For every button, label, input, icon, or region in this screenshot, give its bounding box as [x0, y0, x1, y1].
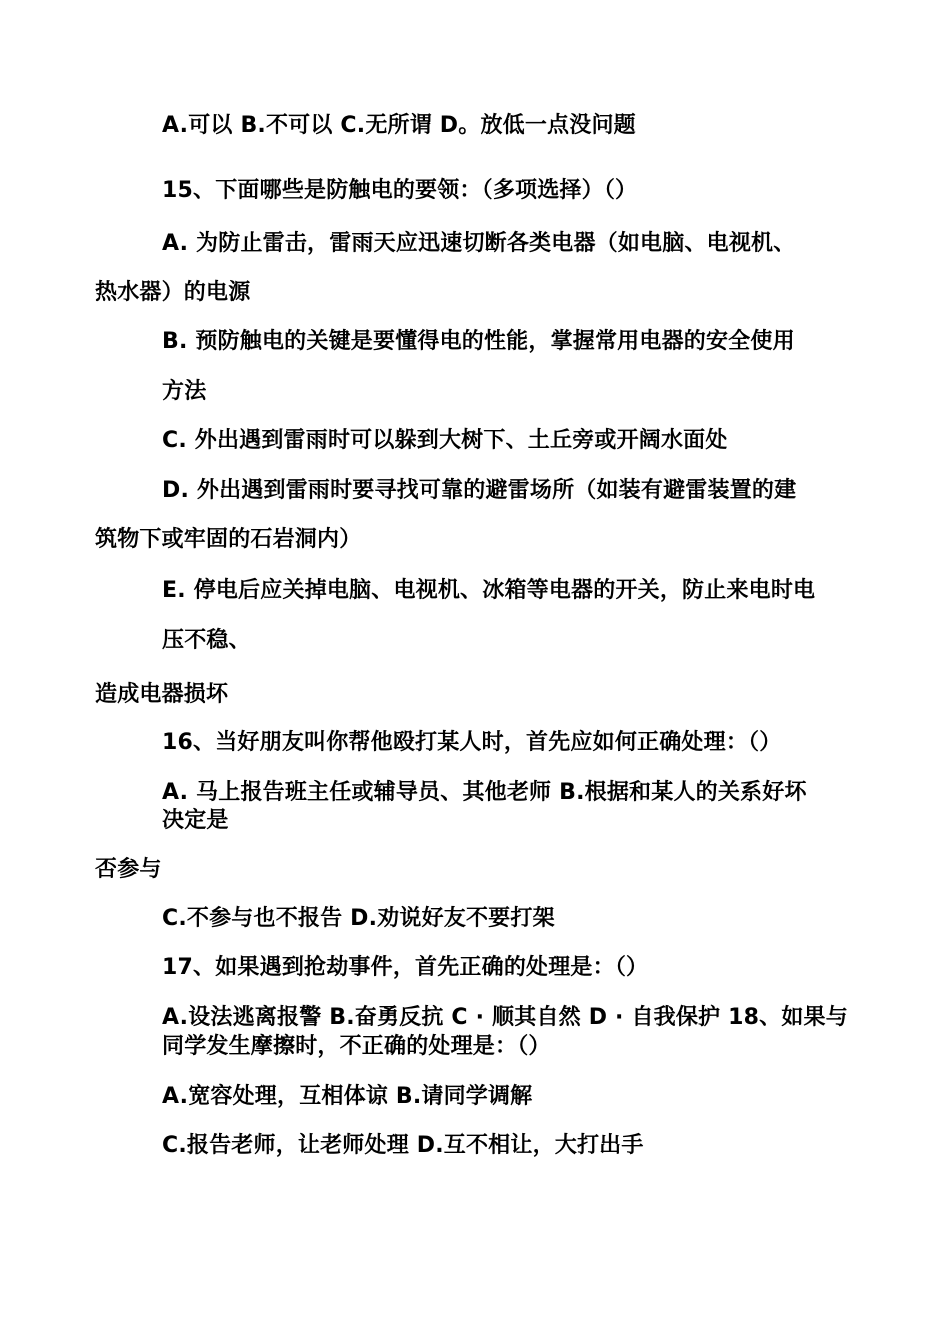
q18-option-cd: C.报告老师，让老师处理 D.互不相让，大打出手 — [162, 1133, 644, 1158]
q15-option-b: B. 预防触电的关键是要懂得电的性能，掌握常用电器的安全使用 — [162, 329, 795, 354]
q15-option-e-cont2: 造成电器损坏 — [95, 682, 229, 707]
q15-option-a: A. 为防止雷击，雷雨天应迅速切断各类电器（如电脑、电视机、 — [162, 231, 796, 256]
q15-option-e-cont: 压不稳、 — [162, 628, 251, 653]
q16-question: 16、当好朋友叫你帮他殴打某人时，首先应如何正确处理：（） — [162, 730, 782, 755]
q14-options: A.可以 B.不可以 C.无所谓 D。放低一点没问题 — [162, 113, 636, 138]
q16-option-ab: A. 马上报告班主任或辅导员、其他老师 B.根据和某人的关系好坏 — [162, 780, 807, 805]
q16-option-b-cont2: 否参与 — [95, 857, 162, 882]
q18-option-ab: A.宽容处理，互相体谅 B.请同学调解 — [162, 1084, 533, 1109]
q15-option-e: E. 停电后应关掉电脑、电视机、冰箱等电器的开关，防止来电时电 — [162, 578, 816, 603]
q17-options: A.设法逃离报警 B.奋勇反抗 C · 顺其自然 D · 自我保护 18、如果与 — [162, 1005, 848, 1030]
q18-question: 同学发生摩擦时，不正确的处理是：（） — [162, 1034, 551, 1059]
q15-option-d-cont: 筑物下或牢固的石岩洞内） — [95, 527, 362, 552]
q16-option-cd: C.不参与也不报告 D.劝说好友不要打架 — [162, 906, 555, 931]
q15-option-b-cont: 方法 — [162, 379, 207, 404]
q15-question: 15、下面哪些是防触电的要领：（多项选择）（） — [162, 178, 638, 203]
q15-option-c: C. 外出遇到雷雨时可以躲到大树下、土丘旁或开阔水面处 — [162, 428, 728, 453]
q17-question: 17、如果遇到抢劫事件，首先正确的处理是：（） — [162, 955, 649, 980]
q15-option-a-cont: 热水器）的电源 — [95, 280, 251, 305]
q16-option-b-cont: 决定是 — [162, 808, 229, 833]
q15-option-d: D. 外出遇到雷雨时要寻找可靠的避雷场所（如装有避雷装置的建 — [162, 478, 797, 503]
